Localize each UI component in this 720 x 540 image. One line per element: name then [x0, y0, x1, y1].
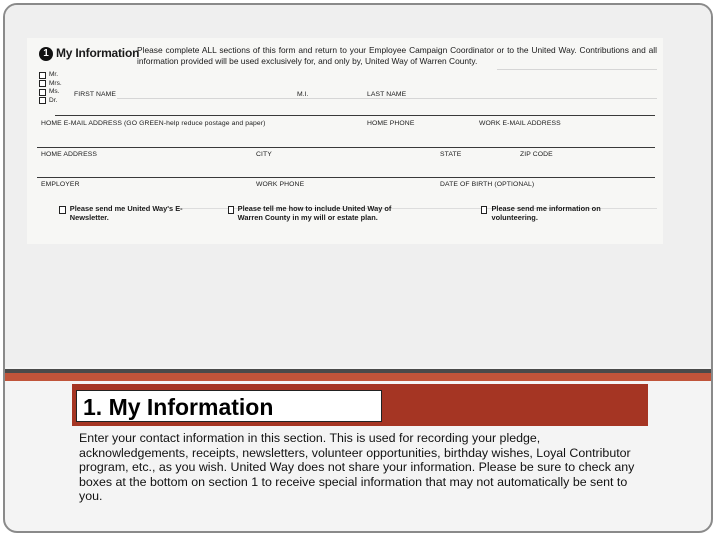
- label-work-email: WORK E-MAIL ADDRESS: [479, 120, 561, 127]
- checkbox-icon[interactable]: [228, 206, 234, 214]
- label-home-address: HOME ADDRESS: [41, 151, 97, 158]
- checkbox-icon[interactable]: [39, 80, 46, 87]
- section-number-badge: 1: [39, 47, 53, 61]
- salutation-option[interactable]: Mrs.: [39, 80, 62, 89]
- slide-title-box: [76, 390, 382, 422]
- label-state: STATE: [440, 151, 462, 158]
- label-city: CITY: [256, 151, 272, 158]
- label-first-name: FIRST NAME: [74, 91, 117, 98]
- label-employer: EMPLOYER: [41, 181, 80, 188]
- label-date-of-birth: DATE OF BIRTH (OPTIONAL): [440, 181, 535, 188]
- field-line: [37, 177, 655, 178]
- divider-band-red: [5, 373, 711, 381]
- form-scan-image: [27, 38, 663, 244]
- field-line: [37, 147, 655, 148]
- field-line: [55, 115, 655, 116]
- label-last-name: LAST NAME: [367, 91, 407, 98]
- label-home-email: HOME E-MAIL ADDRESS (GO GREEN-help reduce postage and paper): [41, 120, 266, 127]
- label-home-phone: HOME PHONE: [367, 120, 415, 127]
- checkbox-icon[interactable]: [59, 206, 66, 214]
- label-middle-initial: M.I.: [297, 91, 309, 98]
- slide-title-bar: [72, 384, 648, 426]
- slide-title: 1. My Information: [83, 394, 274, 420]
- label-work-phone: WORK PHONE: [256, 181, 305, 188]
- checkbox-icon[interactable]: [481, 206, 487, 214]
- salutation-option[interactable]: Mr.: [39, 71, 62, 80]
- salutation-option[interactable]: Ms.: [39, 88, 62, 97]
- checkbox-icon[interactable]: [39, 72, 46, 79]
- checkbox-icon[interactable]: [39, 89, 46, 96]
- option-estate-plan[interactable]: Please tell me how to include United Way of Warren County in my will or estate plan.: [228, 204, 418, 222]
- form-section-title: My Information: [56, 46, 140, 60]
- slide-body-text: Enter your contact information in this section. This is used for recording your pledge, acknowledgements, receipts, newsletters, volunteer opportunities, birthday wishes, Loyal Contributor program, etc., as you wish. United Way does not share your information. Please be sure to check any boxes at the bottom on section 1 to receive special information that may not automatically be sent to you.: [79, 431, 635, 504]
- salutation-group: [39, 71, 62, 105]
- form-instructions: Please complete ALL sections of this form and return to your Employee Campaign Coordinator or to the United Way. Contributions and all information provided will be used exclusively for, and only by, United Way of Warren County.: [137, 45, 657, 66]
- label-zip-code: ZIP CODE: [520, 151, 553, 158]
- option-volunteering[interactable]: Please send me information on volunteering.: [481, 204, 609, 222]
- checkbox-icon[interactable]: [39, 97, 46, 104]
- option-newsletter[interactable]: Please send me United Way's E-Newsletter.: [59, 204, 191, 222]
- salutation-option[interactable]: Dr.: [39, 97, 62, 106]
